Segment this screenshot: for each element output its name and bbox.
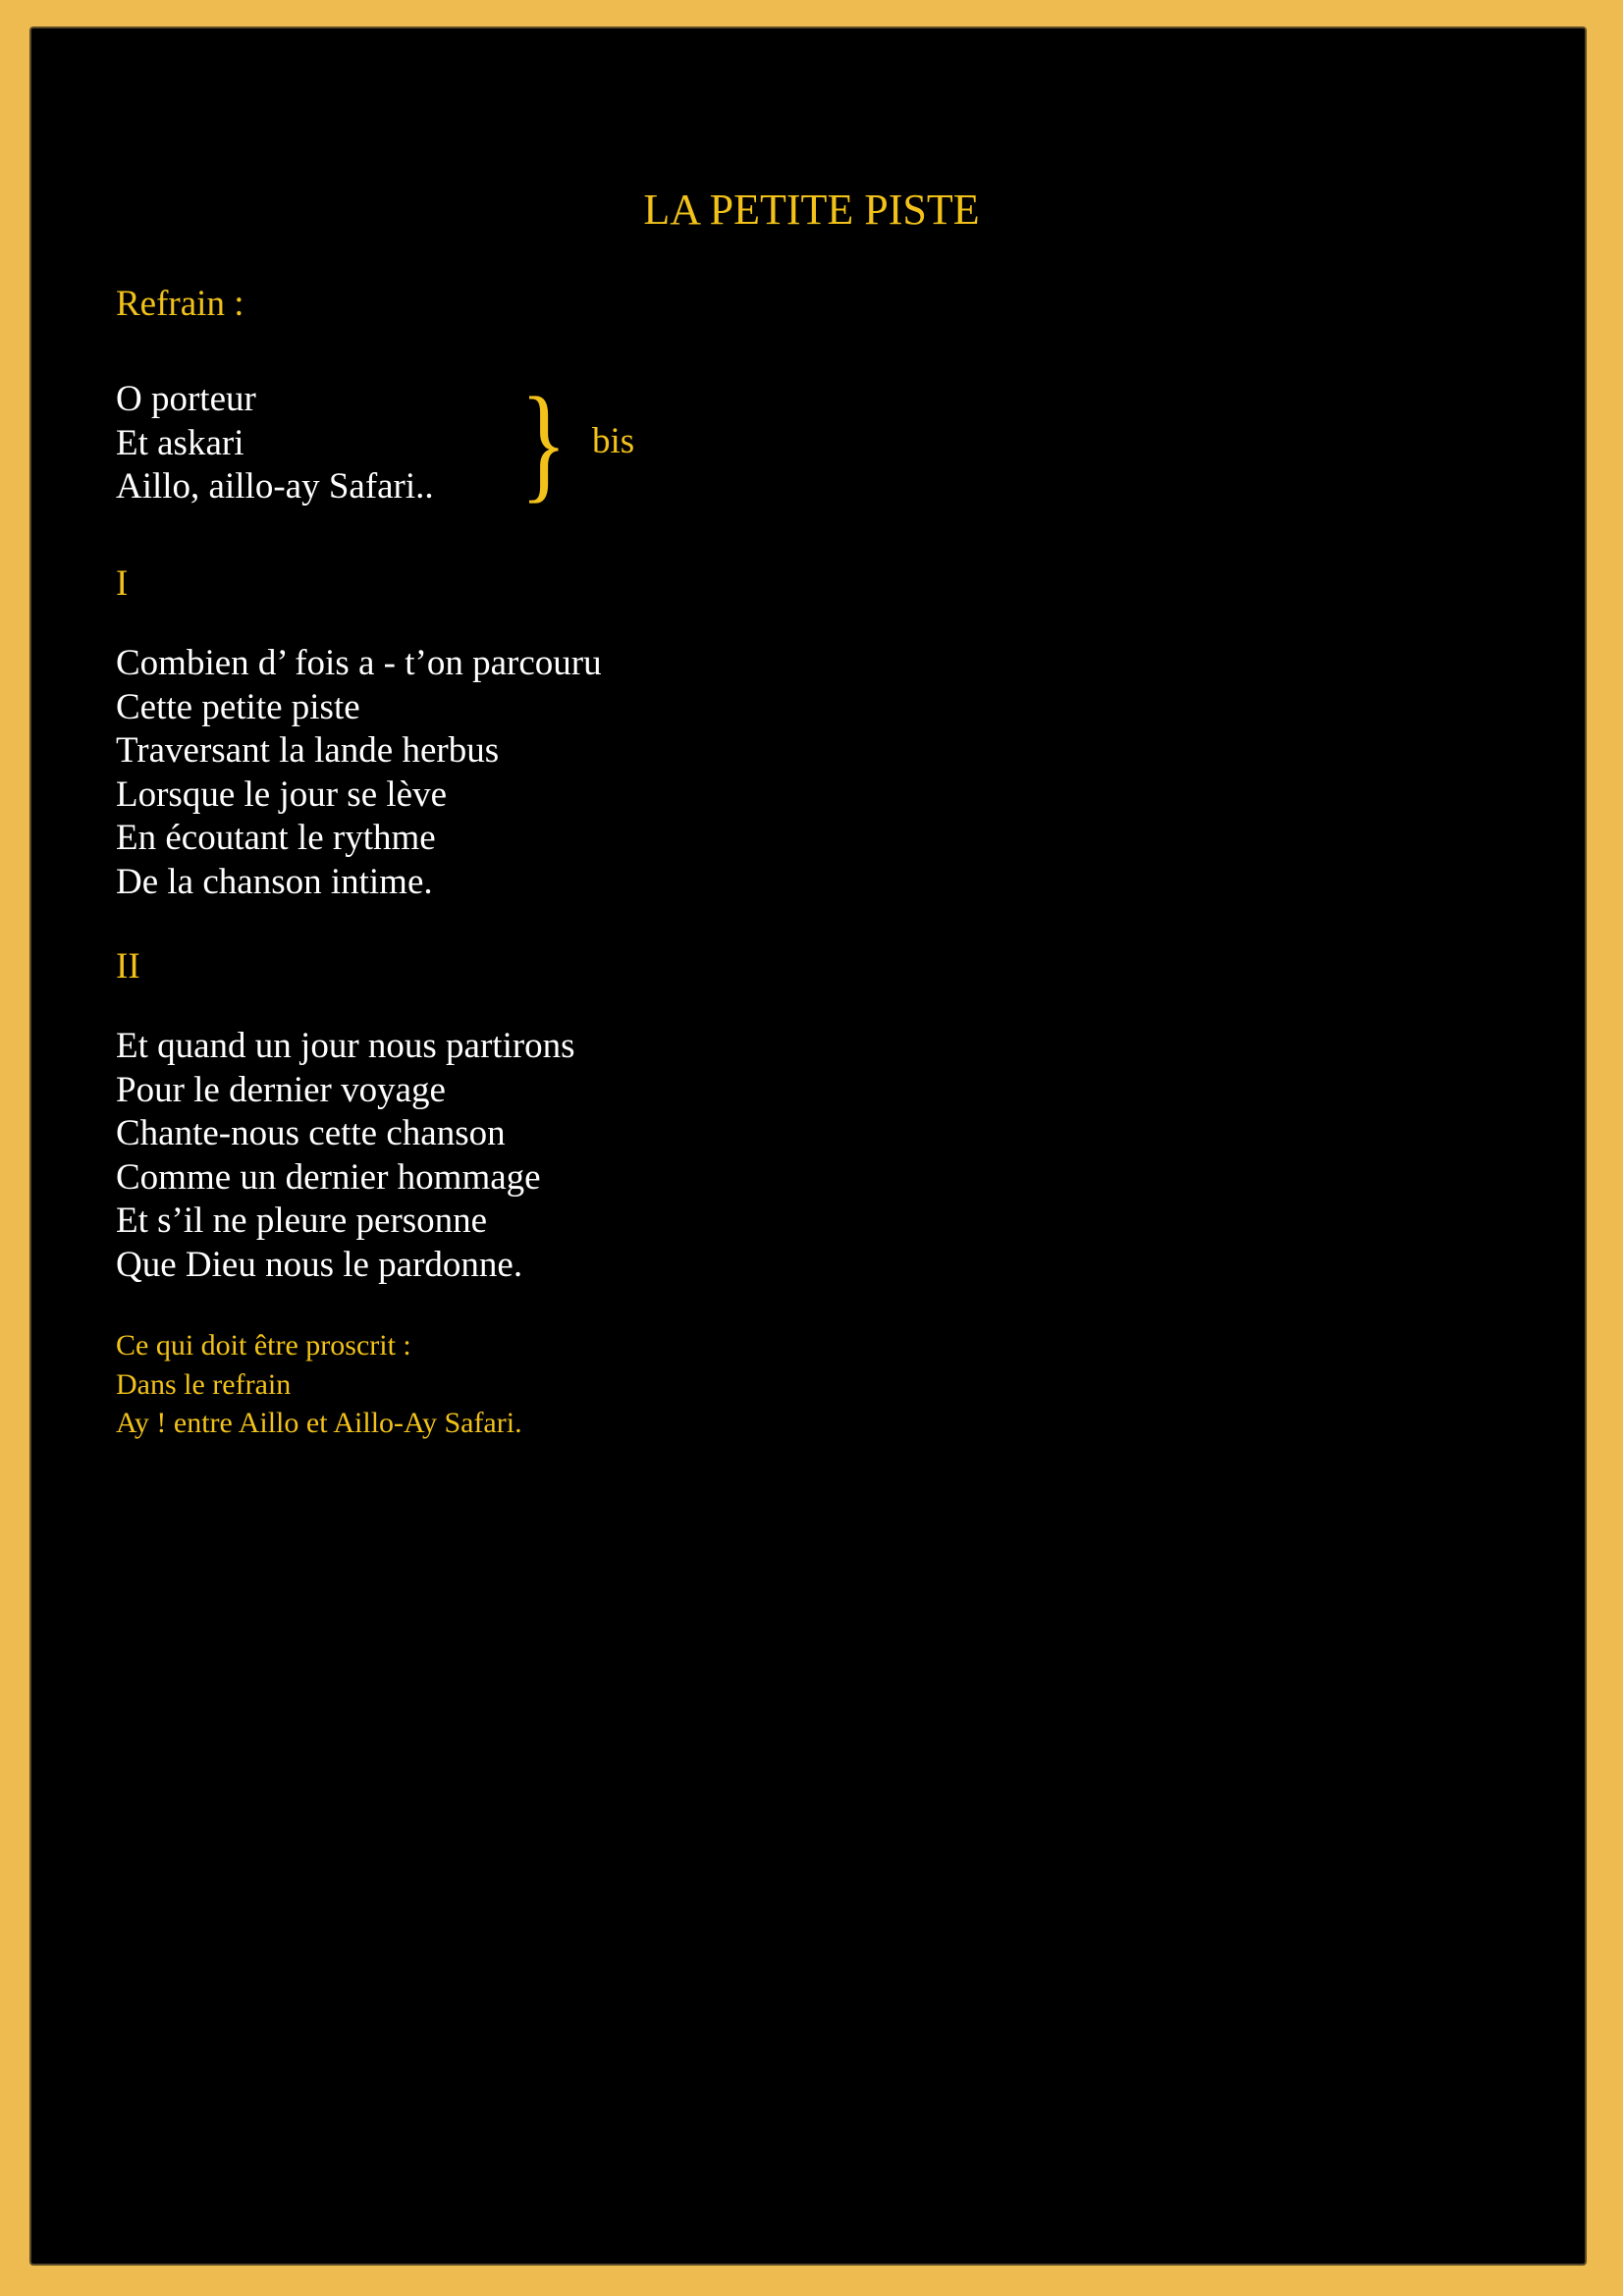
note-line: Dans le refrain [116, 1367, 292, 1401]
refrain-repeat-marker: bis [592, 421, 635, 461]
brace-icon: } [520, 370, 568, 514]
verse-line: Comme un dernier hommage [116, 1156, 541, 1198]
refrain-label: Refrain : [116, 284, 244, 324]
song-title: LA PETITE PISTE [643, 186, 980, 234]
refrain-lines [116, 378, 434, 509]
verse-line: Lorsque le jour se lève [116, 774, 447, 815]
verse-line: Et quand un jour nous partirons [116, 1026, 575, 1066]
verse-line: En écoutant le rythme [116, 818, 436, 858]
verse-label: I [116, 563, 129, 604]
verse-lines [116, 642, 602, 904]
verse-line: Que Dieu nous le pardonne. [116, 1244, 523, 1285]
refrain-line: Et askari [116, 422, 244, 463]
verse-line: De la chanson intime. [116, 861, 433, 902]
refrain-line: O porteur [116, 379, 256, 419]
verse-line: Cette petite piste [116, 686, 360, 727]
verse-label: II [116, 946, 140, 987]
refrain-line: Aillo, aillo-ay Safari.. [116, 466, 434, 507]
performance-note [116, 1326, 522, 1443]
verse-lines [116, 1025, 575, 1287]
verse-line: Chante-nous cette chanson [116, 1113, 506, 1153]
verse-line: Pour le dernier voyage [116, 1069, 446, 1110]
verse-line: Et s’il ne pleure personne [116, 1201, 488, 1241]
verse-line: Traversant la lande herbus [116, 730, 500, 771]
verse-line: Combien d’ fois a - t’on parcouru [116, 643, 602, 683]
note-line: Ce qui doit être proscrit : [116, 1329, 411, 1362]
note-line: Ay ! entre Aillo et Aillo-Ay Safari. [116, 1407, 522, 1439]
